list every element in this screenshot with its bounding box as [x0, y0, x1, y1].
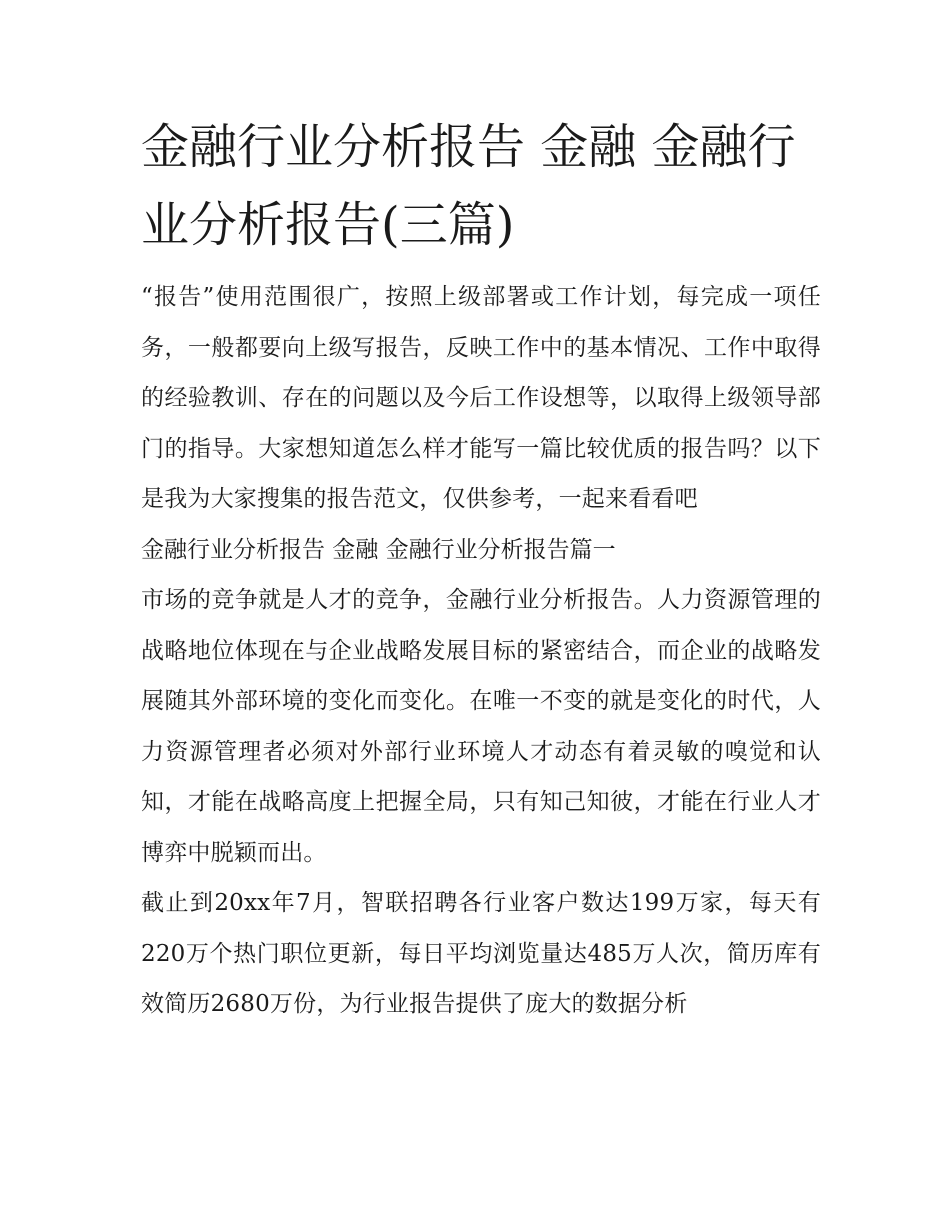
body-paragraph-2: 截止到20xx年7月，智联招聘各行业客户数达199万家，每天有220万个热门职位更新，每日平均浏览量达485万人次，简历库有效简历2680万份，为行业报告提供了庞大的数据分析 [141, 890, 821, 1017]
intro-paragraph: “报告”使用范围很广，按照上级部署或工作计划，每完成一项任务，一般都要向上级写报告，反映工作中的基本情况、工作中取得的经验教训、存在的问题以及今后工作设想等，以取得上级领导部门的指导。大家想知道怎么样才能写一篇比较优质的报告吗？以下是我为大家搜集的报告范文，仅供参考，一起来看看吧 [141, 284, 821, 512]
document-title: 金融行业分析报告 金融 金融行业分析报告(三篇) [141, 119, 796, 253]
body-paragraph-1: 市场的竞争就是人才的竞争，金融行业分析报告。人力资源管理的战略地位体现在与企业战略发展目标的紧密结合，而企业的战略发展随其外部环境的变化而变化。在唯一不变的就是变化的时代，人力资源管理者必须对外部行业环境人才动态有着灵敏的嗅觉和认知，才能在战略高度上把握全局，只有知己知彼，才能在行业人才博弈中脱颖而出。 [141, 587, 821, 866]
section-heading: 金融行业分析报告 金融 金融行业分析报告篇一 [141, 536, 616, 563]
document-body [141, 108, 821, 1030]
